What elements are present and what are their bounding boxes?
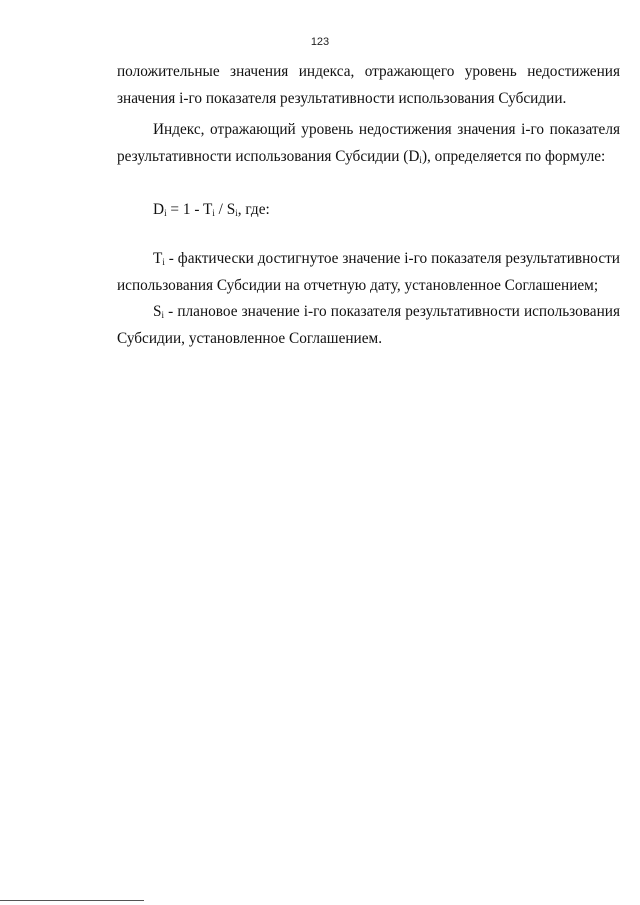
subscript: i <box>235 208 238 218</box>
definition-symbol: S <box>153 303 162 320</box>
subscript: i <box>164 208 167 218</box>
paragraph-continuation <box>117 59 620 112</box>
formula-symbol: D <box>153 201 165 218</box>
footer-rule <box>0 900 144 901</box>
subscript: i <box>161 310 165 320</box>
definition-s <box>117 299 620 352</box>
definition-symbol: T <box>153 250 163 267</box>
formula-part: / S <box>214 201 236 218</box>
formula-part: , где: <box>237 201 270 218</box>
definition-text: - плановое значение i-го показателя результативности использования Субсидии, установленное Соглашением. <box>117 303 620 347</box>
paragraph-text: положительные значения индекса, отражающего уровень недостижения значения i-го показателя результативности использования Субсидии. <box>117 63 620 107</box>
subscript: i <box>162 257 165 267</box>
definition-text: - фактически достигнутое значение i-го показателя результативности использования Субсидии на отчетную дату, установленное Соглашением; <box>117 250 620 294</box>
formula <box>153 197 270 224</box>
paragraph-text: Индекс, отражающий уровень недостижения значения i-го показателя результативности использования Субсидии (D <box>117 121 620 165</box>
page-number: 123 <box>310 36 330 48</box>
subscript: i <box>419 154 422 165</box>
subscript: i <box>212 208 215 218</box>
definition-t <box>117 246 620 299</box>
paragraph-text: ), определяется по формуле: <box>421 147 606 165</box>
formula-part: = 1 - T <box>166 201 213 218</box>
paragraph-index-definition <box>117 117 620 170</box>
